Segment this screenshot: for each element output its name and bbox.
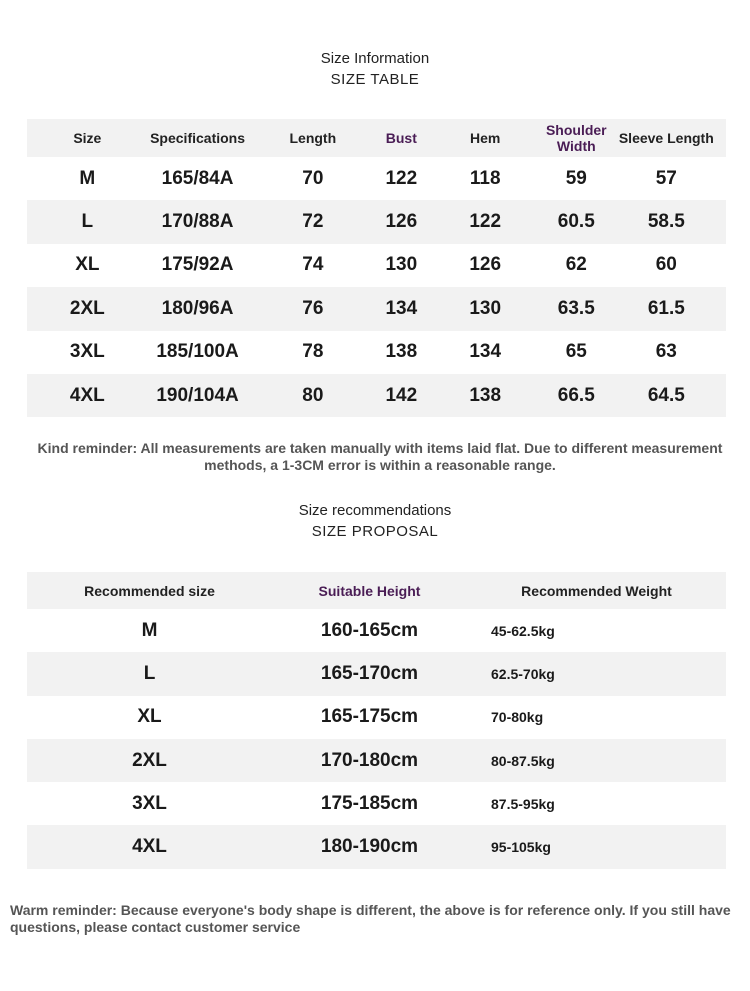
header-hem: Hem <box>424 119 545 157</box>
cell-bust: 138 <box>385 341 418 363</box>
header-recommended-weight: Recommended Weight <box>467 572 726 609</box>
size-table-row <box>27 374 726 417</box>
size-table-subtitle: SIZE TABLE <box>330 71 420 88</box>
proposal-table-row <box>27 782 726 825</box>
cell-recommended-weight: 45-62.5kg <box>491 622 555 639</box>
cell-recommended-size: XL <box>137 706 162 728</box>
header-recommended-size: Recommended size <box>27 572 272 609</box>
size-table-row <box>27 157 726 200</box>
proposal-header-row <box>27 572 726 609</box>
cell-sleeve-length: 63 <box>655 341 677 363</box>
size-table <box>27 119 726 417</box>
size-info-title: Size Information <box>320 50 430 67</box>
cell-shoulder-width: 63.5 <box>546 287 607 330</box>
header-bust: Bust <box>378 119 424 157</box>
cell-hem: 134 <box>469 341 502 363</box>
proposal-table-row <box>27 825 726 868</box>
cell-recommended-size: 2XL <box>27 739 272 782</box>
cell-shoulder-width: 59 <box>565 167 587 189</box>
header-suitable-height: Suitable Height <box>272 572 467 609</box>
cell-hem: 138 <box>424 374 545 417</box>
cell-length: 80 <box>247 374 378 417</box>
cell-recommended-weight: 95-105kg <box>467 825 726 868</box>
size-recommendations-heading <box>0 502 750 540</box>
cell-specifications: 185/100A <box>156 341 239 363</box>
cell-specifications: 165/84A <box>161 167 234 189</box>
size-proposal-subtitle: SIZE PROPOSAL <box>311 523 439 540</box>
cell-sleeve-length: 58.5 <box>607 200 726 243</box>
header-specifications: Specifications <box>148 119 248 157</box>
header-size: Size <box>27 119 148 157</box>
header-sleeve-length: Sleeve Length <box>607 119 726 157</box>
header-shoulder-width: Shoulder Width <box>546 119 607 157</box>
cell-size: L <box>27 200 148 243</box>
cell-sleeve-length: 64.5 <box>607 374 726 417</box>
size-table-header-row <box>27 119 726 157</box>
size-table-row <box>27 331 726 374</box>
cell-hem: 118 <box>469 167 501 189</box>
cell-recommended-weight: 80-87.5kg <box>467 739 726 782</box>
cell-bust: 130 <box>385 254 418 276</box>
cell-suitable-height: 160-165cm <box>320 619 419 641</box>
cell-length: 78 <box>302 341 324 363</box>
cell-recommended-weight: 62.5-70kg <box>467 652 726 695</box>
cell-suitable-height: 165-175cm <box>320 706 419 728</box>
measurement-reminder: Kind reminder: All measurements are taken manually with items laid flat. Due to different measurement methods, a 1-3CM error is within a reasonable range. <box>37 440 723 473</box>
cell-size: XL <box>75 254 100 276</box>
cell-sleeve-length: 61.5 <box>607 287 726 330</box>
cell-suitable-height: 180-190cm <box>272 825 467 868</box>
cell-size: M <box>79 167 96 189</box>
body-shape-reminder: Warm reminder: Because everyone's body shape is different, the above is for reference only. If you still have questions, please contact customer service <box>10 902 731 935</box>
cell-recommended-size: M <box>141 619 158 641</box>
cell-specifications: 180/96A <box>148 287 248 330</box>
cell-sleeve-length: 57 <box>655 167 677 189</box>
cell-length: 70 <box>302 167 324 189</box>
cell-specifications: 170/88A <box>148 200 248 243</box>
cell-size: 3XL <box>69 341 105 363</box>
cell-hem: 130 <box>424 287 545 330</box>
size-info-heading <box>0 50 750 88</box>
cell-shoulder-width: 66.5 <box>546 374 607 417</box>
cell-suitable-height: 175-185cm <box>320 792 419 814</box>
size-table-row <box>27 287 726 330</box>
cell-length: 74 <box>302 254 324 276</box>
proposal-table-row <box>27 739 726 782</box>
cell-sleeve-length: 60 <box>655 254 677 276</box>
proposal-table-row <box>27 652 726 695</box>
cell-bust: 122 <box>385 167 418 189</box>
cell-specifications: 175/92A <box>161 254 234 276</box>
cell-recommended-size: 4XL <box>27 825 272 868</box>
cell-specifications: 190/104A <box>148 374 248 417</box>
proposal-table-row <box>27 696 726 739</box>
cell-size: 2XL <box>27 287 148 330</box>
proposal-table-row <box>27 609 726 652</box>
cell-shoulder-width: 60.5 <box>546 200 607 243</box>
cell-hem: 122 <box>424 200 545 243</box>
cell-recommended-size: L <box>27 652 272 695</box>
cell-bust: 126 <box>378 200 424 243</box>
cell-length: 76 <box>247 287 378 330</box>
cell-bust: 134 <box>378 287 424 330</box>
cell-recommended-weight: 70-80kg <box>491 709 544 726</box>
cell-recommended-weight: 87.5-95kg <box>491 795 555 812</box>
cell-shoulder-width: 62 <box>565 254 587 276</box>
cell-recommended-size: 3XL <box>132 792 167 814</box>
cell-size: 4XL <box>27 374 148 417</box>
cell-suitable-height: 165-170cm <box>272 652 467 695</box>
cell-bust: 142 <box>378 374 424 417</box>
cell-shoulder-width: 65 <box>565 341 587 363</box>
cell-length: 72 <box>247 200 378 243</box>
size-table-row <box>27 244 726 287</box>
cell-hem: 126 <box>469 254 502 276</box>
size-proposal-table <box>27 572 726 869</box>
cell-suitable-height: 170-180cm <box>272 739 467 782</box>
size-table-row <box>27 200 726 243</box>
header-length: Length <box>247 119 378 157</box>
size-recommendations-title: Size recommendations <box>298 502 452 519</box>
